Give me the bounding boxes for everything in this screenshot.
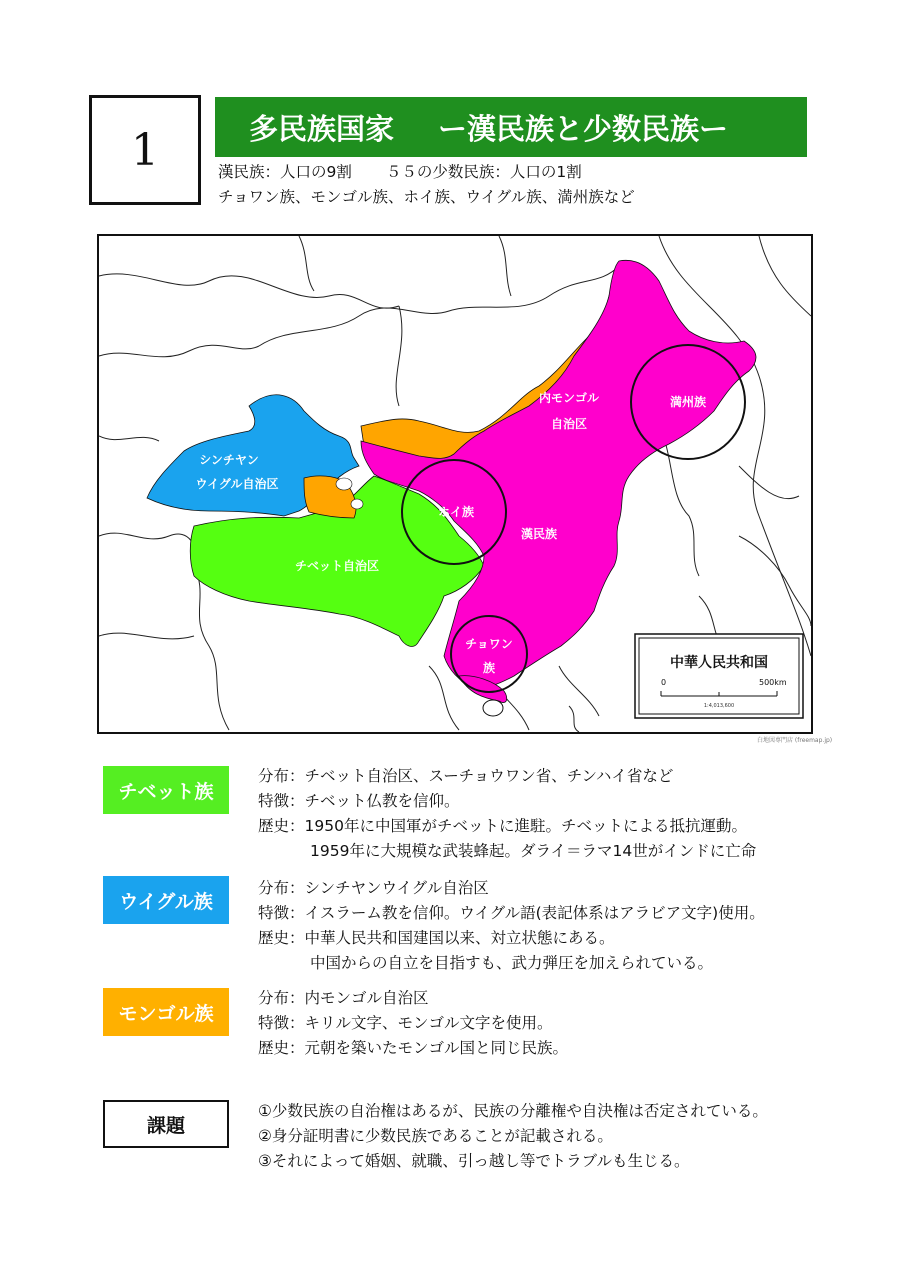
- legend-ratio: 1:4,013,600: [703, 703, 735, 709]
- lesson-number: 1: [89, 95, 201, 205]
- legend-scale-zero: 0: [661, 678, 667, 687]
- title-main: 多民族国家: [249, 111, 395, 146]
- legend-scale-km: 500km: [759, 678, 787, 687]
- tibetan-history-cont: 1959年に大規模な武装蜂起。ダライ＝ラマ14世がインドに亡命: [310, 842, 757, 860]
- china-ethnic-map: [97, 234, 813, 734]
- label-zhuang-1: チョワン: [465, 637, 513, 651]
- summary-examples: チョワン族、モンゴル族、ホイ族、ウイグル族、満州族など: [218, 188, 635, 206]
- label-inner-mongolia-2: 自治区: [550, 417, 588, 431]
- tibetan-distribution: 分布：チベット自治区、スーチョウワン省、チンハイ省など: [258, 767, 674, 785]
- tag-tibetan: [103, 766, 229, 814]
- info-tibetan: [258, 764, 756, 864]
- info-uyghur: [258, 876, 765, 976]
- uyghur-distribution: 分布：シンチヤンウイグル自治区: [258, 879, 489, 897]
- label-manchu: 満州族: [669, 395, 707, 409]
- task-item-2: ②身分証明書に少数民族であることが記載される。: [258, 1127, 613, 1145]
- summary-han: 漢民族：人口の9割: [218, 163, 352, 181]
- label-hui: ホイ族: [437, 505, 475, 519]
- task-label: 課題: [146, 1114, 185, 1137]
- tag-mongol: [103, 988, 229, 1036]
- tibetan-history: 歴史：1950年に中国軍がチベットに進駐。チベットによる抵抗運動。: [258, 817, 747, 835]
- tag-tibetan-label: チベット族: [118, 780, 214, 803]
- task-item-1: ①少数民族の自治権はあるが、民族の分離権や自決権は否定されている。: [258, 1102, 768, 1120]
- mongol-feature: 特徴：キリル文字、モンゴル文字を使用。: [258, 1014, 553, 1032]
- label-han: 漢民族: [520, 527, 558, 541]
- map-credit: 白地図専門店 (freemap.jp): [757, 737, 833, 744]
- task-item-3: ③それによって婚姻、就職、引っ越し等でトラブルも生じる。: [258, 1152, 690, 1170]
- uyghur-feature: 特徴：イスラーム教を信仰。ウイグル語(表記体系はアラビア文字)使用。: [258, 904, 765, 922]
- title-sub: ー漢民族と少数民族ー: [438, 111, 729, 146]
- label-inner-mongolia-1: 内モンゴル: [538, 391, 600, 405]
- uyghur-history-cont: 中国からの自立を目指すも、武力弾圧を加えられている。: [310, 954, 714, 972]
- label-zhuang-2: 族: [482, 661, 496, 675]
- summary-population: [218, 160, 582, 182]
- info-mongol: [258, 986, 568, 1061]
- mongol-history: 歴史：元朝を築いたモンゴル国と同じ民族。: [258, 1039, 569, 1057]
- tag-uyghur-label: ウイグル族: [119, 890, 213, 913]
- task-list: [258, 1099, 768, 1174]
- label-xinjiang-1: シンチヤン: [199, 453, 259, 467]
- label-tibet: チベット自治区: [294, 559, 380, 573]
- uyghur-history: 歴史：中華人民共和国建国以来、対立状態にある。: [258, 929, 615, 947]
- island-hainan: [483, 700, 503, 716]
- tibetan-feature: 特徴：チベット仏教を信仰。: [258, 792, 460, 810]
- tag-uyghur: [103, 876, 229, 924]
- task-label-box: [103, 1100, 229, 1148]
- summary-minorities: ５５の少数民族：人口の1割: [385, 163, 582, 181]
- title-bar: [215, 97, 807, 157]
- mongol-distribution: 分布：内モンゴル自治区: [258, 989, 429, 1007]
- label-xinjiang-2: ウイグル自治区: [195, 477, 279, 491]
- tag-mongol-label: モンゴル族: [118, 1002, 214, 1025]
- legend-country: 中華人民共和国: [670, 655, 768, 671]
- map-legend: [635, 634, 803, 718]
